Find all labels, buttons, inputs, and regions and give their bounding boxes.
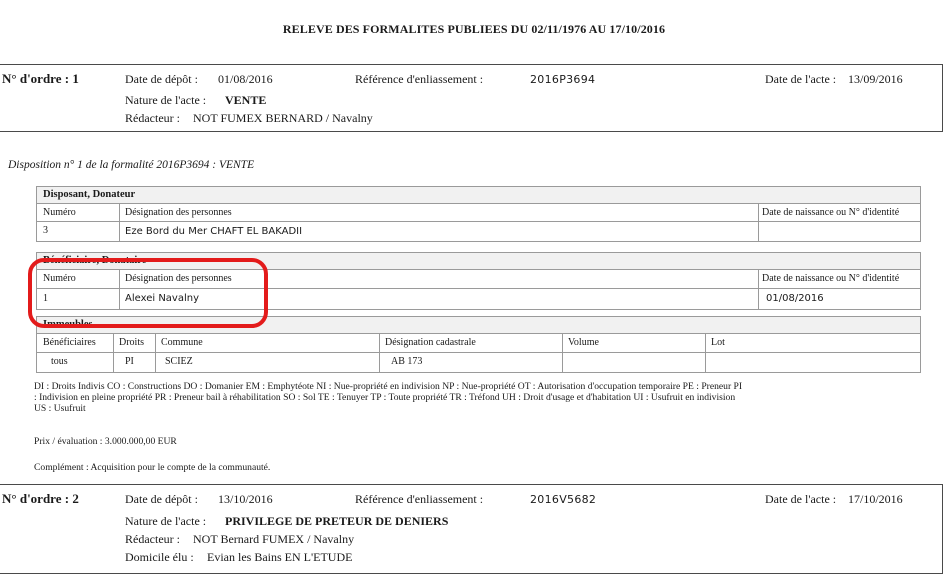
col-designation-cadastrale: Désignation cadastrale xyxy=(385,337,476,348)
prix-evaluation: Prix / évaluation : 3.000.000,00 EUR xyxy=(34,436,177,447)
formality-1-redacteur-value: NOT FUMEX BERNARD / Navalny xyxy=(193,111,373,125)
formality-1-nature-value: VENTE xyxy=(225,93,267,107)
col-droits: Droits xyxy=(119,337,144,348)
col-beneficiaires: Bénéficiaires xyxy=(43,337,96,348)
col-designation: Désignation des personnes xyxy=(125,273,232,284)
immeuble-lot xyxy=(707,353,907,370)
formality-1-ref-label: Référence d'enliassement : xyxy=(355,72,484,86)
disposant-designation: Eze Bord du Mer CHAFT EL BAKADII xyxy=(125,226,303,237)
immeuble-designation-cadastrale: AB 173 xyxy=(391,356,423,367)
formality-2-redacteur-label: Rédacteur : xyxy=(125,532,180,546)
highlight-annotation xyxy=(28,258,268,328)
disposant-data-row xyxy=(36,222,921,242)
disposant-header-row xyxy=(36,204,921,222)
beneficiaire-naissance: 01/08/2016 xyxy=(766,293,824,304)
disposant-numero: 3 xyxy=(43,225,48,236)
formality-1-ref-value: 2016P3694 xyxy=(530,73,596,86)
immeubles-section-header: Immeubles xyxy=(36,316,921,334)
legend-line-2: : Indivision en pleine propriété PR : Preneur bail à réhabilitation SO : Sol TE : Tenuyer TP : Toute propriété TR : Tréfond UH : Droit d'usage et d'habitation UI : Usufruit en indivision xyxy=(34,392,736,403)
immeuble-beneficiaires: tous xyxy=(51,356,68,367)
immeubles-data-row xyxy=(36,353,921,373)
formality-2-ref-label: Référence d'enliassement : xyxy=(355,492,484,506)
formality-2-domicile-value: Evian les Bains EN L'ETUDE xyxy=(207,550,353,564)
formality-2-ref-value: 2016V5682 xyxy=(530,493,597,506)
legend-line-1: DI : Droits Indivis CO : Constructions DO : Domanier EM : Emphytéote NI : Nue-propriété en indivision NP : Nue-propriété OT : Autorisation d'occupation temporaire PE : Preneur PI xyxy=(34,381,743,392)
col-naissance: Date de naissance ou N° d'identité xyxy=(762,273,900,284)
disposant-naissance xyxy=(758,222,922,239)
col-commune: Commune xyxy=(161,337,203,348)
beneficiaire-section-header: Bénéficiaire, Donataire xyxy=(36,252,921,270)
disposant-section-header: Disposant, Donateur xyxy=(36,186,921,204)
formality-1-nature-label: Nature de l'acte : xyxy=(125,93,207,107)
col-designation: Désignation des personnes xyxy=(125,207,232,218)
formality-1-depot-value: 01/08/2016 xyxy=(218,72,273,86)
formality-1-acte-date-value: 13/09/2016 xyxy=(848,72,903,86)
col-numero: Numéro xyxy=(43,273,76,284)
document-title: RELEVE DES FORMALITES PUBLIEES DU 02/11/1976 AU 17/10/2016 xyxy=(282,22,666,36)
immeuble-droits: PI xyxy=(125,356,134,367)
formality-2-ordre: N° d'ordre : 2 xyxy=(2,491,79,506)
col-naissance: Date de naissance ou N° d'identité xyxy=(762,207,900,218)
formality-2-depot-value: 13/10/2016 xyxy=(218,492,273,506)
formality-2-depot-label: Date de dépôt : xyxy=(125,492,198,506)
disposition-title: Disposition n° 1 de la formalité 2016P3694 : VENTE xyxy=(8,159,255,171)
formality-2-redacteur-value: NOT Bernard FUMEX / Navalny xyxy=(193,532,355,546)
legend-line-3: US : Usufruit xyxy=(34,403,86,414)
col-volume: Volume xyxy=(568,337,599,348)
formality-1-redacteur-label: Rédacteur : xyxy=(125,111,180,125)
formality-2-nature-value: PRIVILEGE DE PRETEUR DE DENIERS xyxy=(225,514,449,528)
formality-2-acte-date-label: Date de l'acte : xyxy=(765,492,837,506)
formality-1-ordre: N° d'ordre : 1 xyxy=(2,71,79,86)
formality-2-domicile-label: Domicile élu : xyxy=(125,550,194,564)
immeuble-commune: SCIEZ xyxy=(165,356,193,367)
beneficiaire-numero: 1 xyxy=(43,293,48,304)
complement: Complément : Acquisition pour le compte de la communauté. xyxy=(34,462,271,473)
immeubles-header-row xyxy=(36,334,921,353)
formality-1-depot-label: Date de dépôt : xyxy=(125,72,198,86)
beneficiaire-designation: Alexei Navalny xyxy=(125,293,200,304)
immeuble-volume xyxy=(564,353,694,370)
col-lot: Lot xyxy=(711,337,725,348)
formality-1-acte-date-label: Date de l'acte : xyxy=(765,72,837,86)
formality-2-nature-label: Nature de l'acte : xyxy=(125,514,207,528)
col-numero: Numéro xyxy=(43,207,76,218)
formality-2-acte-date-value: 17/10/2016 xyxy=(848,492,903,506)
